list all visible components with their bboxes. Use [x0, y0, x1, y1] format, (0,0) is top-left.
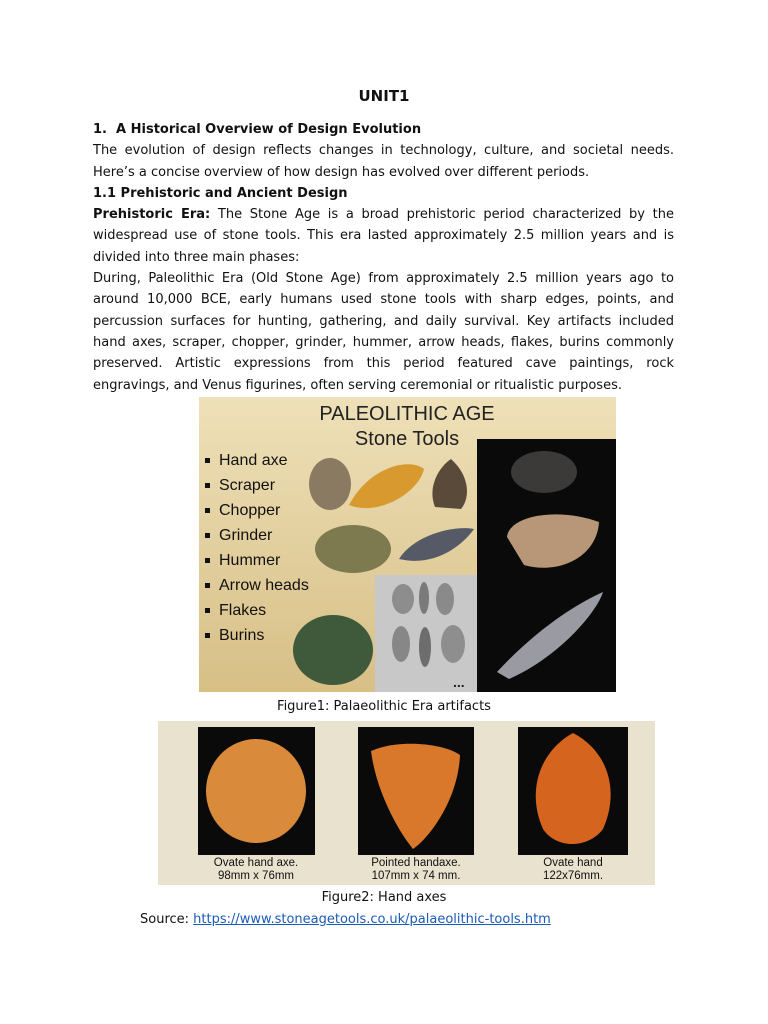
tool-list-item: Burins [219, 627, 265, 644]
section-1-heading [93, 119, 674, 140]
figure-1-title-line1: PALEOLITHIC AGE [319, 403, 495, 425]
hand-axes-illustration [158, 721, 655, 885]
figure-1-image [199, 397, 616, 692]
tool-bullet [205, 558, 210, 563]
tool-list-item: Flakes [219, 602, 267, 619]
figure-1-title-line2: Stone Tools [354, 428, 460, 450]
section-1-1-heading: 1.1 Prehistoric and Ancient Design [93, 185, 348, 201]
paleolithic-tools-illustration [199, 397, 616, 692]
burin-stone-1 [511, 451, 577, 493]
tool-bullet [205, 633, 210, 638]
unit-title: UNIT1 [358, 87, 410, 105]
tool-list-item: Hummer [219, 552, 281, 569]
source-label: Source: [140, 912, 194, 927]
source-link[interactable]: https://www.stoneagetools.co.uk/palaeolithic-tools.htm [193, 912, 551, 927]
prehistoric-label: Prehistoric Era: [93, 207, 211, 223]
tool-bullet [205, 483, 210, 488]
figure-2-image [158, 721, 655, 885]
figure-1-caption: Figure1: Palaeolithic Era artifacts [277, 699, 491, 714]
hand-axe-labels [214, 857, 603, 882]
prehistoric-text: The Stone Age is a broad prehistoric period characterized by the widespread use of stone tools. This era lasted approximately 2.5 million years and is divided into three main phases: [93, 207, 674, 265]
section-1-number: 1. [93, 122, 107, 137]
flake-stone [293, 615, 373, 685]
hand-axe-size-label: 122x76mm. [542, 870, 604, 882]
tool-bullet [205, 608, 210, 613]
hand-axe-name-label: Pointed handaxe. [371, 857, 461, 869]
section-1 [93, 119, 674, 396]
section-1-heading-text: A Historical Overview of Design Evolution [116, 122, 422, 137]
figure-2-caption: Figure2: Hand axes [321, 890, 447, 905]
section-1-intro-line2: Here’s a concise overview of how design has evolved over different periods. [93, 164, 590, 180]
section-1-intro-line1: The evolution of design reflects changes in technology, culture, and societal needs. [93, 143, 674, 159]
ovate-hand-axe [206, 739, 306, 843]
paleolithic-paragraph: During, Paleolithic Era (Old Stone Age) from approximately 2.5 million years ago to around 10,000 BCE, early humans used stone tools with sharp edges, points, and percussion surfaces for hunting, gathering, and daily survival. Key artifacts included hand axes, scraper, chopper, grinder, hummer, arrow heads, flakes, burins commonly preserved. Artistic expressions from this period featured cave paintings, rock engravings, and Venus figurines, often serving ceremonial or ritualistic purposes. [93, 271, 674, 393]
hand-axe-size-label: 98mm x 76mm [217, 870, 295, 882]
tool-list-item: Hand axe [219, 452, 288, 469]
hand-axe-name-label: Ovate hand axe. [213, 857, 299, 869]
grinder-stone [315, 525, 391, 573]
tool-bullet [205, 458, 210, 463]
tool-list-item: Grinder [219, 527, 273, 544]
tool-bullet [205, 533, 210, 538]
tool-list-item: Chopper [219, 502, 281, 519]
tool-bullet [205, 583, 210, 588]
hand-axe-name-label: Ovate hand [543, 857, 603, 869]
figure-1-ellipsis: ... [453, 674, 465, 690]
tool-list-item: Scraper [219, 477, 276, 494]
hand-axe-stone [309, 458, 351, 510]
tool-list-item: Arrow heads [219, 577, 309, 594]
source-line [140, 912, 551, 927]
tool-bullet [205, 508, 210, 513]
prehistoric-paragraph [93, 204, 674, 268]
hand-axe-size-label: 107mm x 74 mm. [371, 870, 461, 882]
